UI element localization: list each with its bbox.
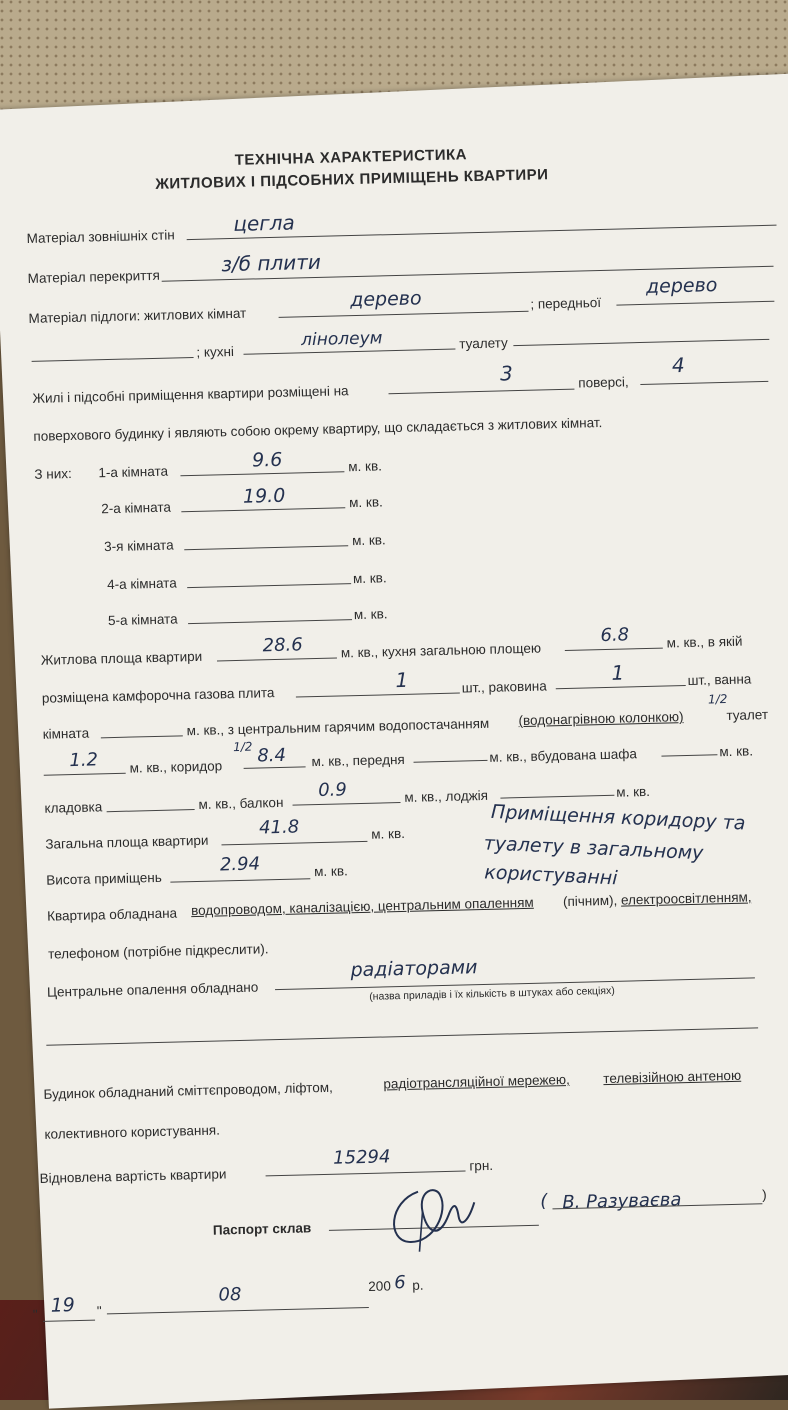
walls-value: цегла <box>233 210 296 236</box>
front-line <box>414 760 488 763</box>
toilet-half-mark: 1/2 <box>707 692 728 707</box>
balcony-label: м. кв., балкон <box>198 794 284 812</box>
pantry-line <box>107 809 195 812</box>
balcony-value: 0.9 <box>317 779 348 802</box>
building-text-1a: Будинок обладнаний сміттєпроводом, ліфтом, <box>43 1079 333 1102</box>
location-floor-line <box>389 389 575 395</box>
corridor-half-mark: 1/2 <box>232 739 253 755</box>
loggia-unit: м. кв. <box>616 783 651 800</box>
room-3-label: 3-я кімната <box>103 537 174 555</box>
location-floor-value: 3 <box>499 361 514 386</box>
toilet-value: 1.2 <box>69 749 99 772</box>
heating-value: радіаторами <box>350 956 478 982</box>
building-text-2: колективного користування. <box>44 1122 221 1142</box>
stove-value: 1 <box>395 667 409 693</box>
corridor-label: м. кв., коридор <box>129 758 223 776</box>
wardrobe-label: м. кв., вбудована шафа <box>489 746 638 765</box>
value-line <box>266 1171 466 1177</box>
toilet-label: туалет <box>726 707 769 724</box>
room-1-unit: м. кв. <box>348 458 383 475</box>
date-month: 08 <box>218 1284 242 1306</box>
heating-label: Центральне опалення обладнано <box>46 979 259 1000</box>
sink-label: шт., раковина <box>461 678 547 696</box>
total-area-label: Загальна площа квартири <box>45 832 209 852</box>
date-month-line <box>107 1307 369 1314</box>
room-4-unit: м. кв. <box>352 570 387 587</box>
value-currency: грн. <box>469 1157 494 1174</box>
location-text-2: поверхового будинку і являють собою окрему квартиру, що складається з житлових кімнат. <box>33 414 603 444</box>
utilities-list-3: електроосвітленням, <box>620 889 752 908</box>
corridor-value: 8.4 <box>257 744 287 767</box>
location-total-line <box>640 381 768 385</box>
room-3-line <box>184 545 348 550</box>
date-year-label: р. <box>412 1277 424 1293</box>
living-area-line <box>217 658 337 662</box>
date-quote-close: " <box>96 1303 102 1319</box>
utilities-list-4: телефоном (потрібне підкреслити). <box>47 941 269 962</box>
hot-water-option: (водонагрівною колонкою) <box>518 709 684 729</box>
bath-line <box>101 735 183 738</box>
location-total-floors: 4 <box>671 352 685 378</box>
passport-name: В. Разуваєва <box>562 1189 682 1214</box>
note-line-2: туалету в загальному <box>483 832 704 865</box>
kitchen-area-tail: м. кв., в якій <box>666 633 743 651</box>
wardrobe-unit: м. кв. <box>719 743 754 760</box>
total-area-line <box>221 841 367 846</box>
floor-front-value: дерево <box>645 274 718 298</box>
corridor-line <box>244 766 306 769</box>
room-2-unit: м. кв. <box>348 494 383 511</box>
toilet-line <box>44 773 126 776</box>
kitchen-area-line <box>565 648 663 651</box>
floor-toilet-label: туалету <box>459 335 508 352</box>
ceiling-label: Матеріал перекриття <box>27 267 160 286</box>
passport-paren-close: ) <box>762 1187 767 1203</box>
room-1-value: 9.6 <box>251 448 283 472</box>
walls-label: Матеріал зовнішніх стін <box>26 227 175 246</box>
title-line-2: ЖИТЛОВИХ І ПІДСОБНИХ ПРИМІЩЕНЬ КВАРТИРИ <box>155 166 549 193</box>
floor-kitchen-value: лінолеум <box>300 328 383 351</box>
passport-paren-open: ( <box>540 1190 548 1212</box>
loggia-line <box>500 795 614 799</box>
stove-label: розміщена камфорочна газова плита <box>41 685 275 706</box>
front-label: м. кв., передня <box>311 751 405 770</box>
sink-value: 1 <box>611 660 625 685</box>
living-area-label: Житлова площа квартири <box>40 648 203 668</box>
title-line-1: ТЕХНІЧНА ХАРАКТЕРИСТИКА <box>234 146 468 169</box>
note-line-1: Приміщення коридору та <box>490 800 746 835</box>
floor-front-line <box>616 301 774 306</box>
living-area-value: 28.6 <box>262 634 303 657</box>
date-year-suffix: 6 <box>393 1272 406 1294</box>
total-area-value: 41.8 <box>258 816 300 839</box>
pantry-label: кладовка <box>44 799 103 816</box>
signature-icon <box>378 1180 490 1255</box>
location-floor-label: поверсі, <box>578 374 629 391</box>
room-2-value: 19.0 <box>242 484 286 508</box>
note-line-3: користуванні <box>483 861 618 890</box>
balcony-line <box>293 802 401 806</box>
utilities-list-1: водопроводом, каналізацією, центральним опаленням <box>190 894 534 919</box>
building-text-1c: телевізійною антеною <box>603 1067 742 1087</box>
floor-label: Матеріал підлоги: житлових кімнат <box>28 305 247 326</box>
location-text-1: Жилі і підсобні приміщення квартири розміщені на <box>32 383 349 406</box>
utilities-label: Квартира обладнана <box>46 905 178 924</box>
height-value: 2.94 <box>219 853 261 876</box>
floor-living-line <box>279 311 529 318</box>
floor-extra-line <box>32 357 194 362</box>
room-5-label: 5-а кімната <box>107 611 178 629</box>
room-5-line <box>188 619 352 624</box>
room-4-label: 4-а кімната <box>106 575 177 593</box>
value-label: Відновлена вартість квартири <box>39 1166 227 1186</box>
stove-line <box>296 693 460 698</box>
kitchen-area-value: 6.8 <box>600 624 630 647</box>
height-unit: м. кв. <box>313 863 348 880</box>
date-year-prefix: 200 <box>368 1278 392 1294</box>
floor-kitchen-line <box>243 349 455 355</box>
utilities-list-2: (пічним), <box>562 892 618 910</box>
date-quote-open: " <box>32 1307 38 1323</box>
heating-hint: (назва приладів і їх кількість в штуках або секціях) <box>369 984 615 1003</box>
kitchen-area-text: м. кв., кухня загальною площею <box>340 640 542 661</box>
sink-line <box>556 685 686 689</box>
room-5-unit: м. кв. <box>353 606 388 623</box>
floor-living-value: дерево <box>349 287 422 312</box>
height-line <box>170 878 310 882</box>
heating-extra-line <box>46 1027 758 1045</box>
hot-water-text: м. кв., з центральним гарячим водопостачанням <box>186 715 490 739</box>
floor-front-label: ; передньої <box>530 294 602 312</box>
bath-room-label: кімната <box>42 725 90 742</box>
value-amount: 15294 <box>332 1146 391 1169</box>
passport-label: Паспорт склав <box>212 1220 312 1238</box>
room-1-label: 1-а кімната <box>98 463 169 481</box>
room-4-line <box>187 583 351 588</box>
room-3-unit: м. кв. <box>351 532 386 549</box>
total-area-unit: м. кв. <box>371 825 406 842</box>
loggia-label: м. кв., лоджія <box>404 787 489 805</box>
height-label: Висота приміщень <box>46 869 162 888</box>
building-text-1b: радіотрансляційної мережею, <box>383 1071 571 1092</box>
bath-label: шт., ванна <box>687 671 752 688</box>
floor-kitchen-label: ; кухні <box>196 343 235 360</box>
room-2-line <box>181 507 345 512</box>
date-day: 19 <box>50 1294 76 1317</box>
ceiling-value: з/б плити <box>221 249 322 277</box>
floor-toilet-line <box>513 339 769 346</box>
wardrobe-line <box>661 754 717 756</box>
date-day-line <box>43 1320 95 1322</box>
room-1-line <box>180 471 344 476</box>
rooms-from-label: З них: <box>34 465 72 482</box>
room-2-label: 2-а кімната <box>101 499 172 517</box>
